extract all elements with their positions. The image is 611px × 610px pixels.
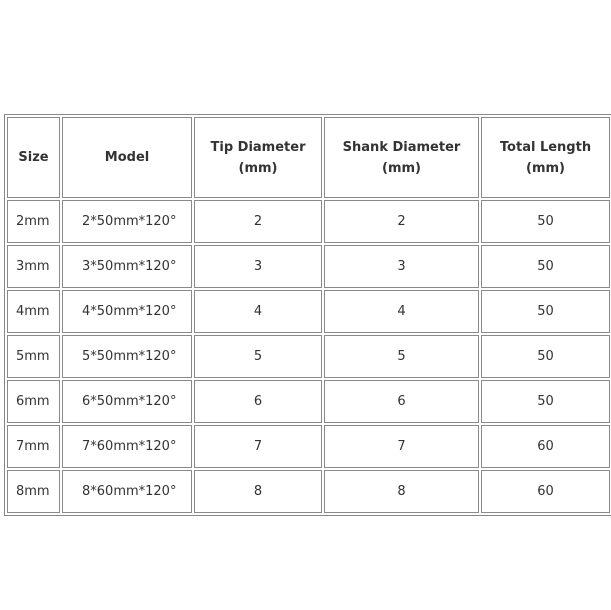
table-row — [7, 425, 610, 468]
table-body — [7, 200, 610, 513]
cell-shank-diameter: 2 — [324, 200, 479, 243]
header-total-length: Total Length (mm) — [481, 117, 610, 198]
cell-total-length: 50 — [481, 290, 610, 333]
cell-size: 4mm — [7, 290, 60, 333]
cell-tip-diameter: 2 — [194, 200, 322, 243]
cell-total-length: 50 — [481, 200, 610, 243]
cell-size: 3mm — [7, 245, 60, 288]
cell-size: 2mm — [7, 200, 60, 243]
cell-shank-diameter: 3 — [324, 245, 479, 288]
table-header — [7, 117, 610, 198]
header-size: Size — [7, 117, 60, 198]
cell-tip-diameter: 4 — [194, 290, 322, 333]
cell-size: 8mm — [7, 470, 60, 513]
cell-total-length: 50 — [481, 335, 610, 378]
cell-tip-diameter: 5 — [194, 335, 322, 378]
header-shank-diameter: Shank Diameter (mm) — [324, 117, 479, 198]
cell-tip-diameter: 3 — [194, 245, 322, 288]
spec-table — [4, 114, 611, 516]
header-row — [7, 117, 610, 198]
table-row — [7, 470, 610, 513]
cell-size: 6mm — [7, 380, 60, 423]
cell-tip-diameter: 6 — [194, 380, 322, 423]
header-model: Model — [62, 117, 192, 198]
cell-total-length: 60 — [481, 470, 610, 513]
cell-model: 8*60mm*120° — [62, 470, 192, 513]
cell-model: 4*50mm*120° — [62, 290, 192, 333]
cell-model: 3*50mm*120° — [62, 245, 192, 288]
cell-shank-diameter: 8 — [324, 470, 479, 513]
cell-model: 6*50mm*120° — [62, 380, 192, 423]
cell-model: 5*50mm*120° — [62, 335, 192, 378]
cell-shank-diameter: 6 — [324, 380, 479, 423]
header-tip-diameter: Tip Diameter (mm) — [194, 117, 322, 198]
cell-tip-diameter: 8 — [194, 470, 322, 513]
table-row — [7, 335, 610, 378]
cell-model: 7*60mm*120° — [62, 425, 192, 468]
cell-tip-diameter: 7 — [194, 425, 322, 468]
table-row — [7, 245, 610, 288]
cell-size: 7mm — [7, 425, 60, 468]
cell-model: 2*50mm*120° — [62, 200, 192, 243]
cell-shank-diameter: 4 — [324, 290, 479, 333]
table-row — [7, 200, 610, 243]
table-row — [7, 290, 610, 333]
cell-total-length: 60 — [481, 425, 610, 468]
cell-shank-diameter: 5 — [324, 335, 479, 378]
cell-size: 5mm — [7, 335, 60, 378]
cell-shank-diameter: 7 — [324, 425, 479, 468]
cell-total-length: 50 — [481, 380, 610, 423]
table-row — [7, 380, 610, 423]
cell-total-length: 50 — [481, 245, 610, 288]
